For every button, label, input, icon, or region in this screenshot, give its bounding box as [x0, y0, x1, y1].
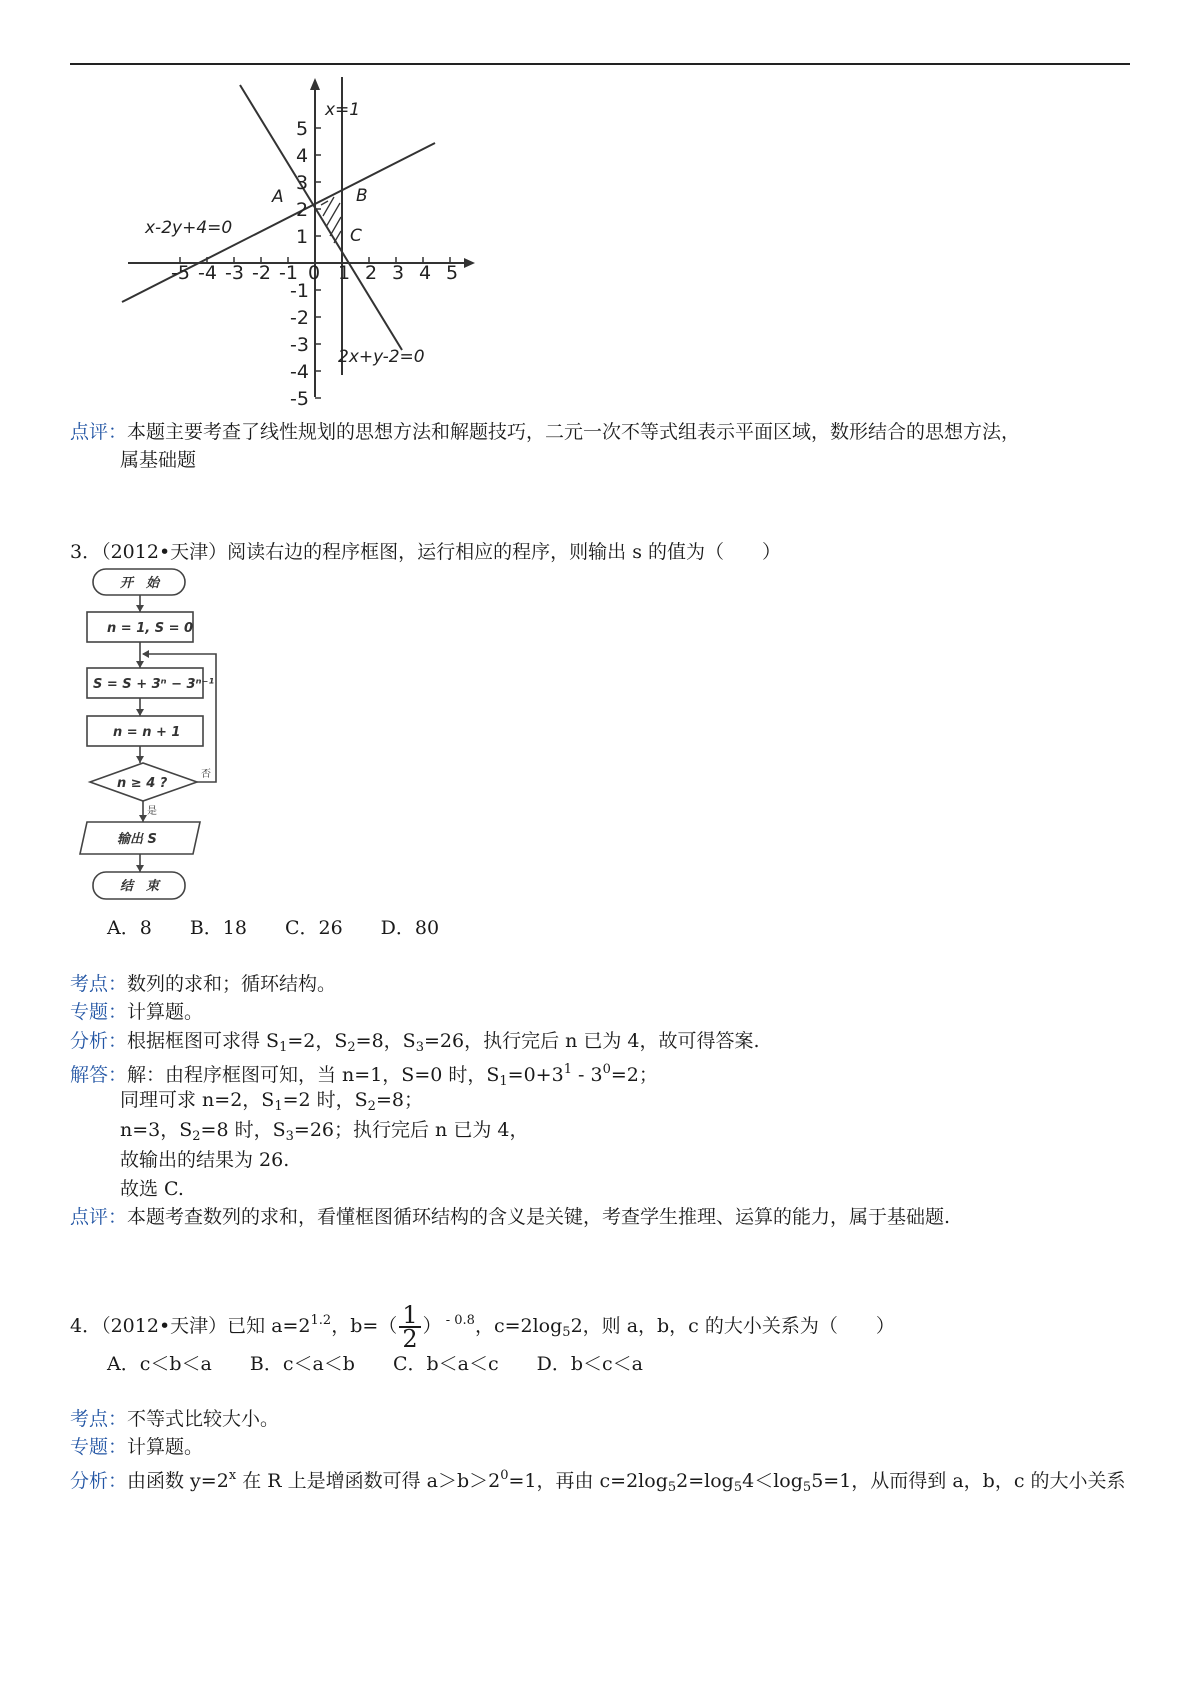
q4-options — [107, 1349, 681, 1376]
q3-option-b: B．18 — [189, 917, 247, 939]
feasible-region-hatch — [321, 197, 341, 243]
x-tick-label: -1 — [279, 262, 298, 284]
dianping-label: 点评： — [70, 1206, 128, 1228]
x-tick-label: -2 — [252, 262, 271, 284]
q3-fenxi: 分析：根据框图可求得 $S_1=2$，$S_2=8$，$S_3=26$，执行完后 n 已为 4，故可得答案. — [70, 1030, 760, 1055]
jieda-label: 解答： — [70, 1064, 128, 1086]
q2-comment-line2: 属基础题 — [120, 449, 197, 471]
q3-jieda-line2: 同理可求 n=2，$S_1=2$ 时，$S_2=8$； — [120, 1089, 423, 1114]
q4-fenxi: 分析：由函数 $y=2^x$ 在 R 上是增函数可得 $a>b>2^0=1$，再由 $c=2\log_52=\log_54<\log_55=1$，从而得到 a，b，c 的大小关系 — [70, 1468, 1126, 1495]
flow-start-text: 开 始 — [120, 576, 160, 591]
point-a-label: A — [272, 187, 284, 207]
header-rule — [70, 63, 1130, 65]
q3-jieda-line5: 故选 C. — [120, 1178, 184, 1200]
q3-question: 3．（2012•天津）阅读右边的程序框图，运行相应的程序，则输出 s 的值为（ ） — [70, 541, 781, 563]
x-tick-label: 2 — [365, 262, 378, 284]
q3-jieda-line3: n=3，$S_2=8$ 时，$S_3=26$；执行完后 n 已为 4， — [120, 1119, 529, 1144]
q3-dianping: 点评：本题考查数列的求和，看懂框图循环结构的含义是关键，考查学生推理、运算的能力，属于基础题. — [70, 1206, 951, 1228]
flow-end-text: 结 束 — [120, 879, 160, 894]
y-tick-label: 1 — [296, 226, 309, 248]
x-tick-label: -4 — [198, 262, 217, 284]
flowchart — [75, 562, 235, 907]
q3-option-c: C．26 — [284, 917, 343, 939]
q2-comment-text: 本题主要考查了线性规划的思想方法和解题技巧，二元一次不等式组表示平面区域，数形结合的思想方法， — [127, 421, 1021, 443]
kaodian-label: 考点： — [70, 973, 128, 995]
flow-output-text: 输出 S — [117, 832, 157, 847]
q3-jieda-line4: 故输出的结果为 26. — [120, 1149, 290, 1171]
line-label-x-2y: x-2y+4=0 — [145, 218, 233, 238]
fenxi-label: 分析： — [70, 1030, 128, 1052]
y-tick-label: -4 — [290, 361, 309, 383]
y-axis-arrow — [310, 78, 320, 90]
q3-options — [107, 913, 477, 940]
x-tick-label: 5 — [446, 262, 459, 284]
q3-zhuanti — [70, 1000, 203, 1024]
y-tick-label: -5 — [290, 388, 309, 410]
x-tick-label: -3 — [225, 262, 244, 284]
flow-update-s-text: S = S + 3ⁿ − 3ⁿ⁻¹ — [93, 677, 215, 692]
q4-option-b: B．c＜a＜b — [249, 1353, 355, 1375]
point-b-label: B — [356, 186, 368, 206]
q3-kaodian — [70, 972, 336, 996]
y-tick-label: 3 — [296, 172, 309, 194]
line-label-x1: x=1 — [325, 100, 361, 120]
q4-option-c: C．b＜a＜c — [392, 1353, 499, 1375]
flow-cond-text: n ≥ 4 ? — [117, 776, 168, 791]
x-tick-label: 3 — [392, 262, 405, 284]
line-2x-y-2 — [240, 85, 405, 350]
q4-zhuanti: 专题：计算题。 — [70, 1436, 204, 1458]
q3-option-d: D．80 — [380, 917, 440, 939]
x-tick-label: 4 — [419, 262, 432, 284]
fraction-one-half: $\frac{1}{2}$ — [399, 1304, 420, 1350]
q2-comment-label: 点评： — [70, 421, 128, 443]
q2-comment-line1 — [70, 420, 1020, 444]
kaodian-text: 数列的求和；循环结构。 — [127, 973, 337, 995]
y-tick-label: -2 — [290, 307, 309, 329]
line-label-2x-y: 2x+y-2=0 — [338, 347, 425, 367]
flow-yes-label: 是 — [147, 806, 157, 817]
y-tick-label: -1 — [290, 280, 309, 302]
q4-option-a: A．c＜b＜a — [107, 1353, 212, 1375]
q4-kaodian: 考点：不等式比较大小。 — [70, 1408, 280, 1430]
zhuanti-label: 专题： — [70, 1001, 128, 1023]
q3-option-a: A．8 — [107, 917, 152, 939]
y-tick-label: 5 — [296, 118, 309, 140]
flow-loop-back — [143, 654, 216, 782]
point-c-label: C — [350, 226, 362, 246]
q4-question: 4．（2012•天津）已知 $a=2^{1.2}$，b=（ $\frac{1}{2}$ ） $^{- 0.8}$，$c=2\log_52$，则 a，b，c 的大小关系为（ ） — [70, 1301, 895, 1353]
x-tick-label: -5 — [171, 262, 190, 284]
flow-update-n-text: n = n + 1 — [113, 725, 181, 740]
y-tick-label: -3 — [290, 334, 309, 356]
linear-programming-graph — [120, 75, 500, 410]
x-axis-arrow — [464, 258, 475, 268]
y-tick-label: 2 — [296, 199, 309, 221]
q3-jieda-line1: 解答：解：由程序框图可知，当 n=1，S=0 时，$S_1=0+3^1 - 3^0=2$； — [70, 1062, 658, 1089]
origin-label: 0 — [308, 262, 321, 284]
flow-no-label: 否 — [201, 769, 211, 780]
flow-init-text: n = 1, S = 0 — [107, 621, 194, 636]
zhuanti-text: 计算题。 — [127, 1001, 204, 1023]
q4-option-d: D．b＜c＜a — [536, 1353, 644, 1375]
y-tick-label: 4 — [296, 145, 309, 167]
x-tick-label: 1 — [338, 262, 351, 284]
